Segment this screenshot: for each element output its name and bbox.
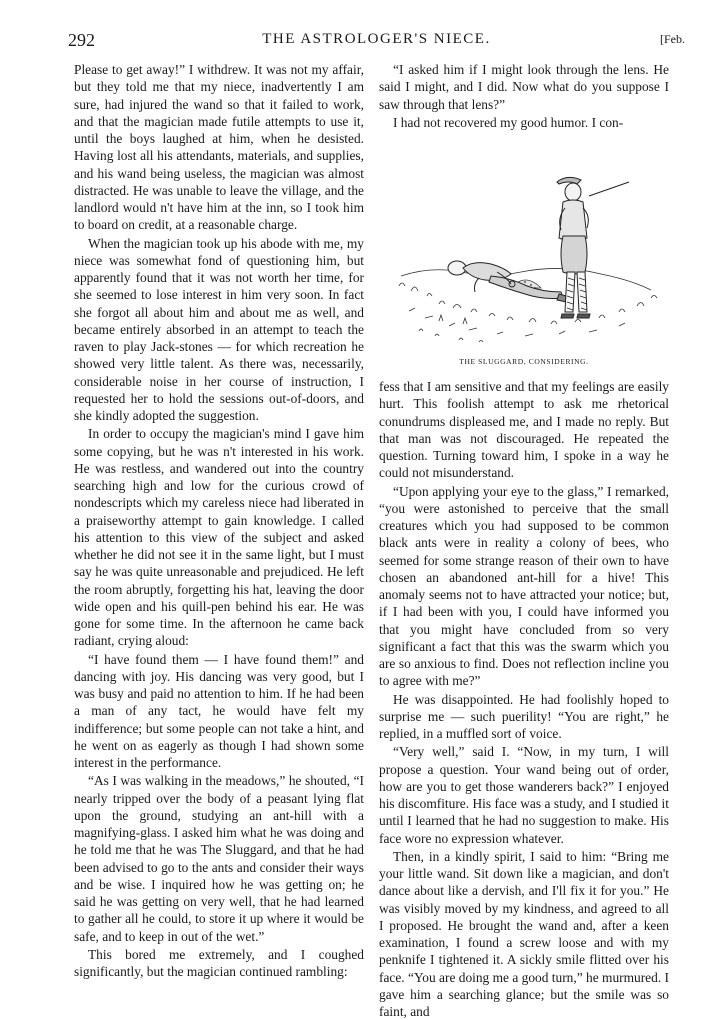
paragraph: “Upon applying your eye to the glass,” I remarked, “you were astonished to perceive that the small creatures which you had supposed to be common black ants were in reality a colony of bees, who seemed for some strange reason of their own to have chosen an abandoned ant-hill for a hive! This anomaly seems not to have attracted your notice; but, if I had been with you, I could have informed you that you might have concluded from so very significant a fact that this was the swarm which you are so anxious to find. Does not reflection incline you to agree with me?” <box>379 483 669 689</box>
paragraph: “I asked him if I might look through the lens. He said I might, and I did. Now what do you suppose I saw through that lens?” <box>379 62 669 112</box>
illustration-figure <box>379 136 669 374</box>
page-header <box>68 30 685 52</box>
paragraph: Then, in a kindly spirit, I said to him: “Bring me your little wand. Sit down like a magician, and don't dance about like a dervish, and I'll fix it for you.” He was visibly moved by my kindness, and agreed to all I proposed. He brought the wand and, after a keen examination, I found a screw loose and with my penknife I tightened it. A sickly smile flitted over his face. “You are doing me a good turn,” he murmured. I gave him a searching glance; but the smile was so faint, and <box>379 848 669 1019</box>
paragraph: When the magician took up his abode with me, my niece was somewhat fond of questioning him, but apparently found that it was not worth her time, for she seemed to lose interest in him very soon. In fact she forgot all about him and about me as well, and became entirely absorbed in an attempt to teach the raven to play Jack-stones — for which recreation he showed very little talent. As there was, necessarily, considerable noise in her course of instruction, I requested her to hold the sessions out-of-doors, and she kindly adopted the suggestion. <box>74 235 364 423</box>
page-number: 292 <box>68 30 95 50</box>
paragraph: fess that I am sensitive and that my feelings are easily hurt. This foolish attempt to ask me rhetorical conundrums displeased me, and I made no reply. But that man was not discouraged. He repeated the question. Turning toward him, I spoke in a way he could not misunderstand. <box>379 379 669 481</box>
sluggard-illustration <box>379 136 669 351</box>
paragraph: He was disappointed. He had foolishly hoped to surprise me — such puerility! “You are right,” he replied, in a muffled sort of voice. <box>379 691 669 741</box>
right-column <box>379 61 669 1020</box>
issue-month: [Feb. <box>660 32 685 46</box>
paragraph: Please to get away!” I withdrew. It was not my affair, but they told me that my niece, inadvertently I am sure, had injured the wand so that it failed to work, and that the magician made futile attempts to use it, until the boys laughed at him, when he desisted. Having lost all his attendants, materials, and supplies, and his wand being useless, the magician was almost distracted. He was unable to leave the village, and the landlord would n't have him at the inn, so I took him to board on credit, at a reasonable charge. <box>74 62 364 233</box>
figure-caption: THE SLUGGARD, CONSIDERING. <box>459 356 589 366</box>
paragraph: “As I was walking in the meadows,” he shouted, “I nearly tripped over the body of a peasant lying flat upon the ground, studying an ant-hill with a magnifying-glass. I asked him what he was doing and he told me that he was The Sluggard, and that he had been advised to go to the ants and consider their ways and be wise. I inquired how he was getting on; he said he was getting on very well, that he had learned to gather all he could, to store it up where it would be safe, and to keep in out of the wet.” <box>74 773 364 944</box>
paragraph: This bored me extremely, and I coughed significantly, but the magician continued rambling: <box>74 946 364 979</box>
paragraph: “I have found them — I have found them!” and dancing with joy. His dancing was very good, but I was busy and paid no attention to him. If he had been a man of any tact, he would have felt my indifference; but some people can not take a hint, and he went on as eagerly as though I had shown some interest in the performance. <box>74 651 364 770</box>
paragraph: “Very well,” said I. “Now, in my turn, I will propose a question. Your wand being out of order, how are you to get those wanderers back?” I enjoyed his discomfiture. His face was a study, and I studied it until I learned that he had no suggestion to make. His face wore no expression whatever. <box>379 744 669 846</box>
paragraph: In order to occupy the magician's mind I gave him some copying, but he was n't interested in his work. He was restless, and wandered out into the country searching high and low for the curious crowd of nondescripts which my careless niece had liberated in a praiseworthy attempt to gain knowledge. I called his attention to this view of the subject and asked whether he did not see it in the same light, but I must say he was quite unreasonable and prejudiced. He left the room abruptly, forgetting his hat, leaving the door wide open and his quill-pen behind his ear. He was gone for some time. In the afternoon he came back radiant, crying aloud: <box>74 426 364 649</box>
left-column <box>74 61 364 980</box>
running-title: THE ASTROLOGER'S NIECE. <box>262 31 491 47</box>
paragraph: I had not recovered my good humor. I con- <box>393 114 624 130</box>
